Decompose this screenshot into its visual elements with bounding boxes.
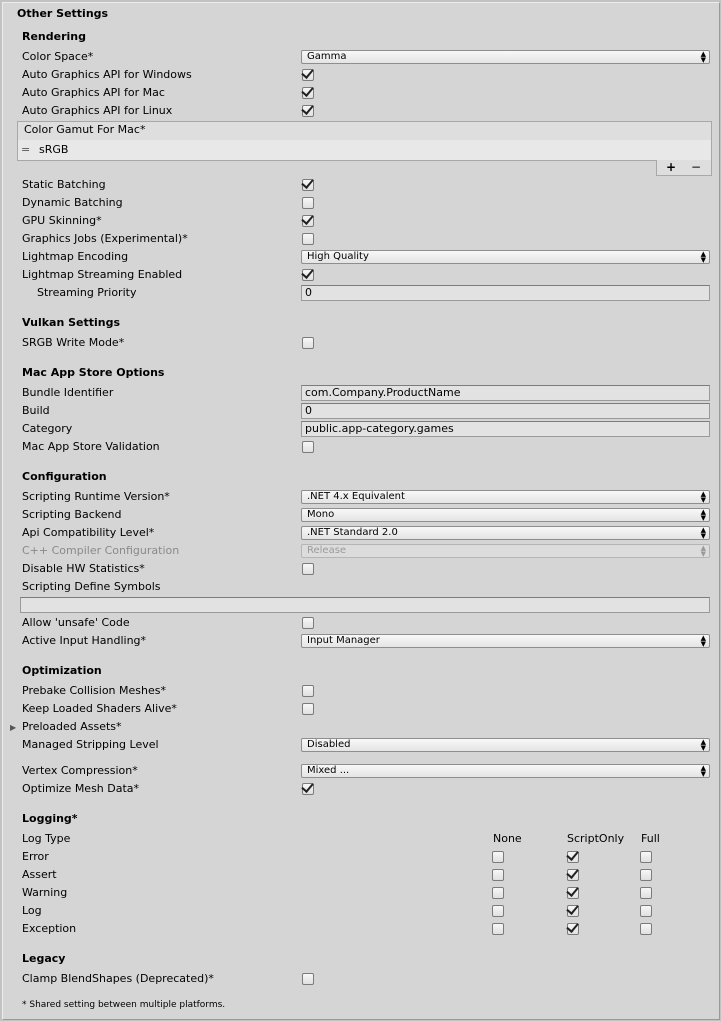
list-footer: [656, 160, 712, 176]
dropdown-arrows-icon: ▲ ▼: [700, 634, 706, 648]
prebake-label: Prebake Collision Meshes*: [22, 684, 166, 697]
log-row-assert: Assert: [22, 868, 57, 881]
color-gamut-item: sRGB: [39, 143, 69, 156]
remove-item-button[interactable]: −: [691, 160, 702, 174]
dropdown-arrows-icon: ▲ ▼: [700, 508, 706, 522]
auto-graphics-mac-checkbox[interactable]: [302, 87, 314, 99]
add-item-button[interactable]: +: [666, 160, 677, 174]
warning-none-checkbox[interactable]: [492, 887, 504, 899]
configuration-header: Configuration: [22, 470, 107, 483]
lightmap-streaming-label: Lightmap Streaming Enabled: [22, 268, 183, 281]
build-field[interactable]: 0: [301, 403, 710, 419]
graphics-jobs-checkbox[interactable]: [302, 233, 314, 245]
define-symbols-field[interactable]: [20, 597, 710, 613]
auto-graphics-mac-label: Auto Graphics API for Mac: [22, 86, 165, 99]
graphics-jobs-label: Graphics Jobs (Experimental)*: [22, 232, 188, 245]
preloaded-assets-label[interactable]: Preloaded Assets*: [22, 720, 122, 733]
optimization-header: Optimization: [22, 664, 102, 677]
log-full-checkbox[interactable]: [640, 905, 652, 917]
error-none-checkbox[interactable]: [492, 851, 504, 863]
prebake-checkbox[interactable]: [302, 685, 314, 697]
input-handling-value: Input Manager: [307, 635, 380, 646]
exception-scriptonly-checkbox[interactable]: [567, 923, 579, 935]
error-full-checkbox[interactable]: [640, 851, 652, 863]
lightmap-encoding-dropdown[interactable]: [301, 250, 710, 264]
dropdown-arrows-icon: ▲ ▼: [700, 490, 706, 504]
static-batching-label: Static Batching: [22, 178, 106, 191]
bundle-identifier-field[interactable]: com.Company.ProductName: [301, 385, 710, 401]
exception-none-checkbox[interactable]: [492, 923, 504, 935]
dropdown-arrows-icon: ▲ ▼: [700, 250, 706, 264]
color-gamut-header: Color Gamut For Mac*: [24, 123, 146, 136]
log-col-scriptonly: ScriptOnly: [567, 832, 625, 845]
auto-graphics-windows-label: Auto Graphics API for Windows: [22, 68, 192, 81]
color-space-dropdown[interactable]: [301, 50, 710, 64]
lightmap-streaming-checkbox[interactable]: [302, 269, 314, 281]
assert-scriptonly-checkbox[interactable]: [567, 869, 579, 881]
legacy-header: Legacy: [22, 952, 66, 965]
vulkan-header: Vulkan Settings: [22, 316, 121, 329]
cpp-compiler-dropdown: [301, 544, 710, 558]
input-handling-label: Active Input Handling*: [22, 634, 147, 647]
vertex-compression-dropdown[interactable]: [301, 764, 710, 778]
color-space-label: Color Space*: [22, 50, 94, 63]
log-type-label: Log Type: [22, 832, 71, 845]
scripting-backend-value: Mono: [307, 509, 335, 520]
color-gamut-list: [17, 121, 712, 161]
api-compat-value: .NET Standard 2.0: [307, 527, 398, 538]
logging-header: Logging*: [22, 812, 78, 825]
hw-stats-label: Disable HW Statistics*: [22, 562, 145, 575]
auto-graphics-linux-label: Auto Graphics API for Linux: [22, 104, 173, 117]
footnote: * Shared setting between multiple platforms.: [22, 1000, 226, 1010]
log-row-exception: Exception: [22, 922, 77, 935]
cpp-compiler-label: C++ Compiler Configuration: [22, 544, 180, 557]
drag-handle-icon[interactable]: =: [21, 143, 31, 156]
scripting-backend-label: Scripting Backend: [22, 508, 122, 521]
runtime-version-dropdown[interactable]: [301, 490, 710, 504]
build-label: Build: [22, 404, 50, 417]
optimize-mesh-label: Optimize Mesh Data*: [22, 782, 140, 795]
log-scriptonly-checkbox[interactable]: [567, 905, 579, 917]
runtime-version-label: Scripting Runtime Version*: [22, 490, 170, 503]
lightmap-encoding-value: High Quality: [307, 251, 369, 262]
input-handling-dropdown[interactable]: [301, 634, 710, 648]
log-none-checkbox[interactable]: [492, 905, 504, 917]
streaming-priority-label: Streaming Priority: [37, 286, 137, 299]
vertex-compression-label: Vertex Compression*: [22, 764, 138, 777]
color-gamut-row[interactable]: [18, 140, 711, 160]
assert-none-checkbox[interactable]: [492, 869, 504, 881]
error-scriptonly-checkbox[interactable]: [567, 851, 579, 863]
log-row-warning: Warning: [22, 886, 68, 899]
cpp-compiler-value: Release: [307, 545, 347, 556]
mac-store-header: Mac App Store Options: [22, 366, 165, 379]
scripting-backend-dropdown[interactable]: [301, 508, 710, 522]
unsafe-code-label: Allow 'unsafe' Code: [22, 616, 130, 629]
warning-full-checkbox[interactable]: [640, 887, 652, 899]
rendering-header: Rendering: [22, 30, 86, 43]
define-symbols-label: Scripting Define Symbols: [22, 580, 161, 593]
streaming-priority-field[interactable]: 0: [301, 285, 710, 301]
lightmap-encoding-label: Lightmap Encoding: [22, 250, 129, 263]
log-col-full: Full: [641, 832, 660, 845]
dropdown-arrows-icon: ▲ ▼: [700, 544, 706, 558]
dropdown-arrows-icon: ▲ ▼: [700, 738, 706, 752]
api-compat-label: Api Compatibility Level*: [22, 526, 155, 539]
bundle-identifier-label: Bundle Identifier: [22, 386, 114, 399]
assert-full-checkbox[interactable]: [640, 869, 652, 881]
log-row-error: Error: [22, 850, 49, 863]
hw-stats-checkbox[interactable]: [302, 563, 314, 575]
static-batching-checkbox[interactable]: [302, 179, 314, 191]
foldout-arrow-icon[interactable]: ▶: [10, 723, 17, 732]
store-validation-checkbox[interactable]: [302, 441, 314, 453]
unsafe-code-checkbox[interactable]: [302, 617, 314, 629]
dropdown-arrows-icon: ▲ ▼: [700, 50, 706, 64]
dropdown-arrows-icon: ▲ ▼: [700, 526, 706, 540]
keep-shaders-checkbox[interactable]: [302, 703, 314, 715]
stripping-level-value: Disabled: [307, 739, 351, 750]
optimize-mesh-checkbox[interactable]: [302, 783, 314, 795]
api-compat-dropdown[interactable]: [301, 526, 710, 540]
warning-scriptonly-checkbox[interactable]: [567, 887, 579, 899]
dynamic-batching-checkbox[interactable]: [302, 197, 314, 209]
vertex-compression-value: Mixed ...: [307, 765, 350, 776]
dynamic-batching-label: Dynamic Batching: [22, 196, 123, 209]
gpu-skinning-checkbox[interactable]: [302, 215, 314, 227]
color-space-value: Gamma: [307, 51, 347, 62]
stripping-level-label: Managed Stripping Level: [22, 738, 159, 751]
gpu-skinning-label: GPU Skinning*: [22, 214, 102, 227]
category-field[interactable]: public.app-category.games: [301, 421, 710, 437]
category-label: Category: [22, 422, 73, 435]
clamp-blendshapes-label: Clamp BlendShapes (Deprecated)*: [22, 972, 214, 985]
stripping-level-dropdown[interactable]: [301, 738, 710, 752]
runtime-version-value: .NET 4.x Equivalent: [307, 491, 405, 502]
log-row-log: Log: [22, 904, 42, 917]
keep-shaders-label: Keep Loaded Shaders Alive*: [22, 702, 177, 715]
log-col-none: None: [493, 832, 522, 845]
srgb-write-checkbox[interactable]: [302, 337, 314, 349]
exception-full-checkbox[interactable]: [640, 923, 652, 935]
store-validation-label: Mac App Store Validation: [22, 440, 160, 453]
dropdown-arrows-icon: ▲ ▼: [700, 764, 706, 778]
srgb-write-label: SRGB Write Mode*: [22, 336, 125, 349]
auto-graphics-linux-checkbox[interactable]: [302, 105, 314, 117]
auto-graphics-windows-checkbox[interactable]: [302, 69, 314, 81]
clamp-blendshapes-checkbox[interactable]: [302, 973, 314, 985]
section-title: Other Settings: [17, 7, 109, 20]
